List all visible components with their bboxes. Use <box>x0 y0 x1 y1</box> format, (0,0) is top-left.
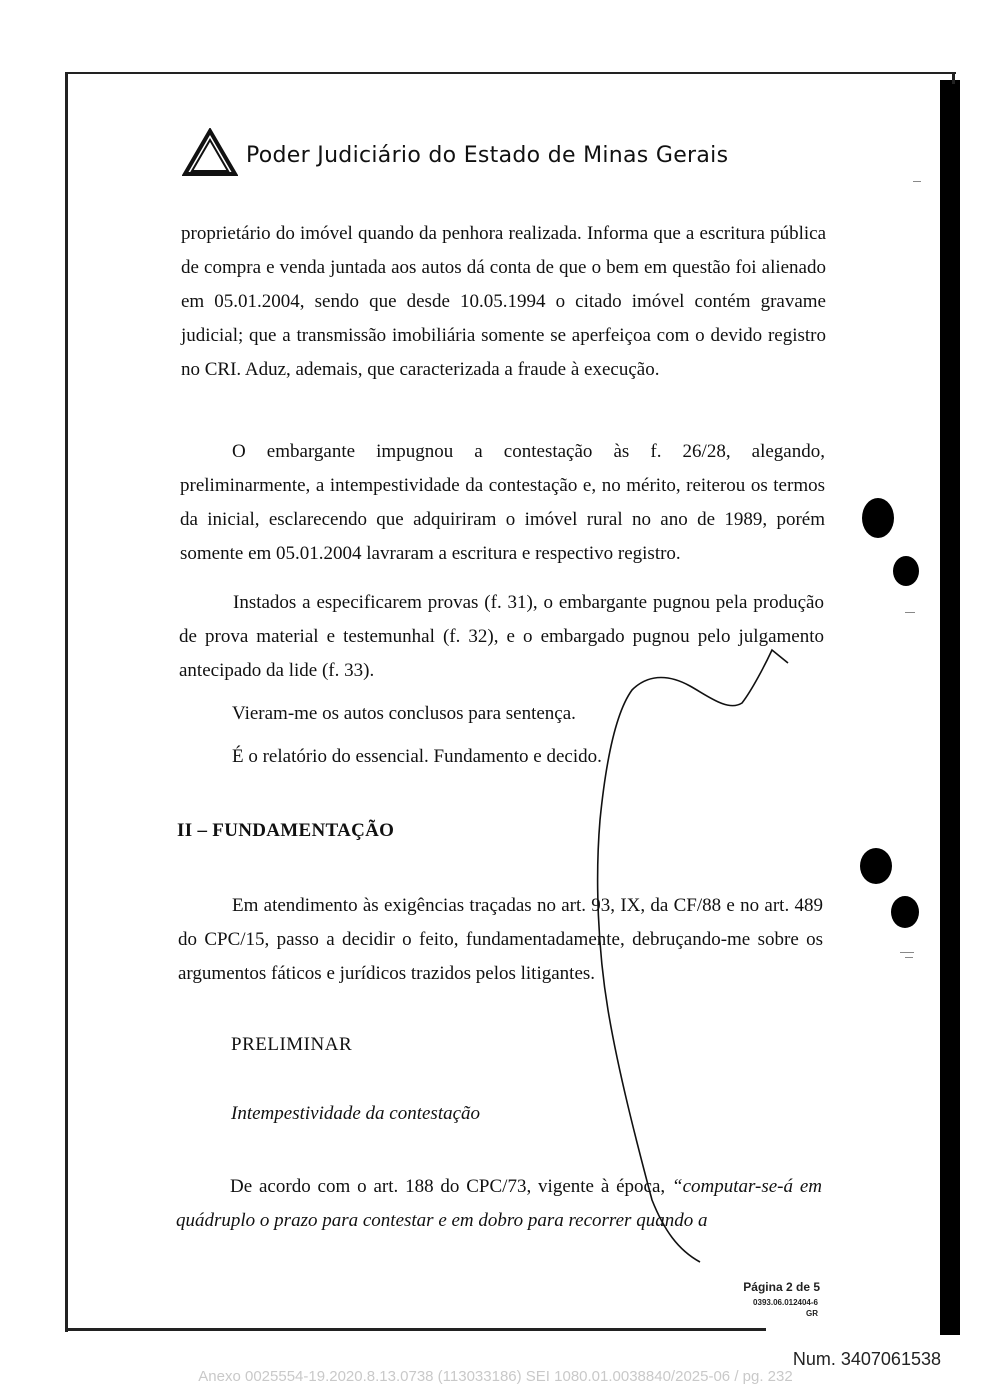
scan-border-top <box>66 72 956 74</box>
process-number: 0393.06.012404-6 <box>753 1298 818 1307</box>
scan-border-right <box>940 80 960 1335</box>
scan-border-left <box>65 72 68 1332</box>
paragraph-text: De acordo com o art. 188 do CPC/73, vigente à época, <box>230 1176 672 1197</box>
header-title: Poder Judiciário do Estado de Minas Gerais <box>246 142 729 168</box>
paragraph-text: proprietário do imóvel quando da penhora realizada. Informa que a escritura pública de compra e venda juntada aos autos dá conta de que o bem em questão foi alienado em 05.01.2004, sendo que desde 10.05.1994 o citado imóvel contém gravame judicial; que a transmissão imobiliária somente se aperfeiçoa com o devido registro no CRI. Aduz, ademais, que caracterizada a fraude à execução. <box>181 223 826 380</box>
subheading: Intempestividade da contestação <box>231 1103 481 1124</box>
paragraph-3 <box>179 586 824 688</box>
scan-mark <box>913 181 921 182</box>
section-heading: II – FUNDAMENTAÇÃO <box>177 820 395 841</box>
paragraph-6 <box>178 889 823 991</box>
page-number: Página 2 de 5 <box>743 1280 820 1294</box>
paragraph-7 <box>176 1170 822 1238</box>
scan-mark <box>905 612 915 613</box>
scan-border-bottom <box>66 1328 766 1331</box>
document-num: Num. 3407061538 <box>792 1349 941 1369</box>
punch-hole <box>860 848 892 884</box>
punch-hole <box>891 896 919 928</box>
punch-hole <box>893 556 919 586</box>
document-header <box>182 128 728 178</box>
scan-mark <box>905 957 913 958</box>
punch-hole <box>862 498 894 538</box>
process-code <box>700 1297 818 1319</box>
paragraph-text: Instados a especificarem provas (f. 31), o embargante pugnou pela produção de prova material e testemunhal (f. 32), e o embargado pugnou pelo julgamento antecipado da lide (f. 33). <box>179 592 824 681</box>
legal-quote: “computar-se-á em quádruplo o prazo para contestar e em dobro para recorrer quando a <box>176 1176 822 1231</box>
paragraph-text: É o relatório do essencial. Fundamento e decido. <box>232 746 602 767</box>
preliminar-heading: PRELIMINAR <box>231 1034 353 1055</box>
paragraph-text: Vieram-me os autos conclusos para sentença. <box>232 703 576 724</box>
scan-mark <box>900 952 914 953</box>
paragraph-1 <box>181 217 826 387</box>
court-triangle-logo <box>182 128 238 178</box>
paragraph-2 <box>180 435 825 571</box>
annex-footer: Anexo 0025554-19.2020.8.13.0738 (113033186) SEI 1080.01.0038840/2025-06 / pg. 232 <box>198 1368 793 1385</box>
scan-corner-mark <box>952 72 955 84</box>
process-suffix: GR <box>806 1309 818 1318</box>
paragraph-text: O embargante impugnou a contestação às f. 26/28, alegando, preliminarmente, a intempestividade da contestação e, no mérito, reiterou os termos da inicial, esclarecendo que adquiriram o imóvel rural no ano de 1989, porém somente em 05.01.2004 lavraram a escritura e respectivo registro. <box>180 441 825 564</box>
paragraph-5 <box>232 740 822 774</box>
paragraph-4 <box>232 697 822 731</box>
paragraph-text: Em atendimento às exigências traçadas no art. 93, IX, da CF/88 e no art. 489 do CPC/15, passo a decidir o feito, fundamentadamente, debruçando-me sobre os argumentos fáticos e jurídicos trazidos pelos litigantes. <box>178 895 823 984</box>
